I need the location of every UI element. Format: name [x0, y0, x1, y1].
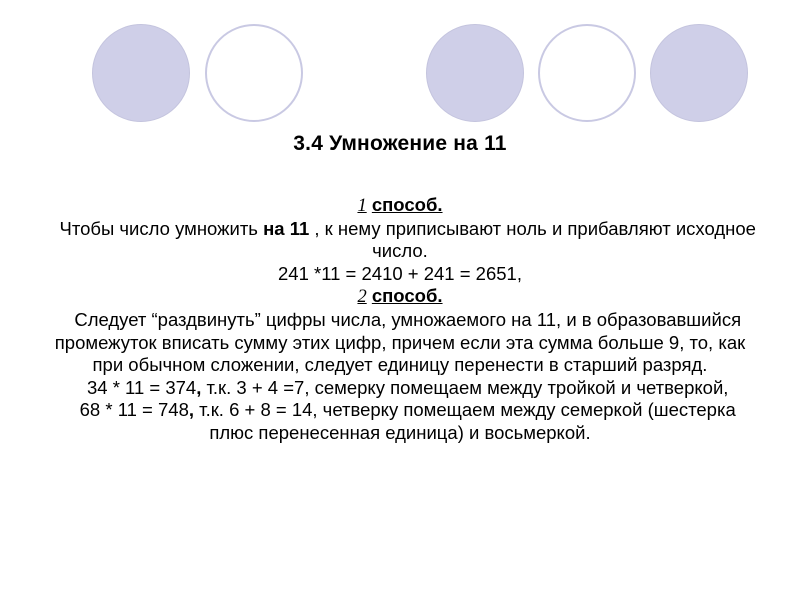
method1-text-b: на 11 [263, 217, 310, 239]
method1-text-c: , к нему приписывают ноль и прибавляют исходное число. [309, 217, 756, 262]
method2-example1-c: т.к. 3 + 4 =7, семерку помещаем между тройкой и четверкой, [201, 376, 729, 398]
method2-heading [40, 285, 760, 309]
method1-number: 1 [357, 196, 367, 216]
slide-title: 3.4 Умножение на 11 [293, 132, 507, 155]
method1-label: способ. [371, 194, 443, 215]
method2-label: способ. [371, 285, 443, 307]
method1-text-a: Чтобы число умножить [59, 217, 264, 239]
method2-example2 [40, 399, 760, 444]
decorative-circle-filled [426, 24, 524, 122]
method2-example1 [40, 377, 760, 400]
method1-description [40, 218, 760, 263]
slide-body [40, 194, 760, 445]
method2-example2-c: т.к. 6 + 8 = 14, четверку помещаем между семеркой (шестерка плюс перенесенная единица) и восьмеркой. [194, 399, 736, 443]
method2-example2-b: , [188, 399, 194, 421]
method1-example: 241 *11 = 2410 + 241 = 2651, [278, 262, 522, 284]
method1-heading [40, 194, 760, 218]
method2-example1-b: , [196, 376, 202, 398]
decorative-circle-filled [92, 24, 190, 122]
decorative-circle-filled [650, 24, 748, 122]
method2-description [40, 309, 760, 377]
method2-example2-a: 68 * 11 = 748 [79, 399, 189, 421]
method2-example1-a: 34 * 11 = 374 [86, 376, 197, 398]
decorative-circle-outline [538, 24, 636, 122]
decorative-circle-outline [205, 24, 303, 122]
method2-text: Следует “раздвинуть” цифры числа, умножаемого на 11, и в образовавшийся промежуток вписать сумму этих цифр, причем если эта сумма больше 9, то, как при обычном сложении, следует единицу перенести в старший разряд. [54, 308, 746, 376]
method2-number: 2 [357, 287, 367, 308]
